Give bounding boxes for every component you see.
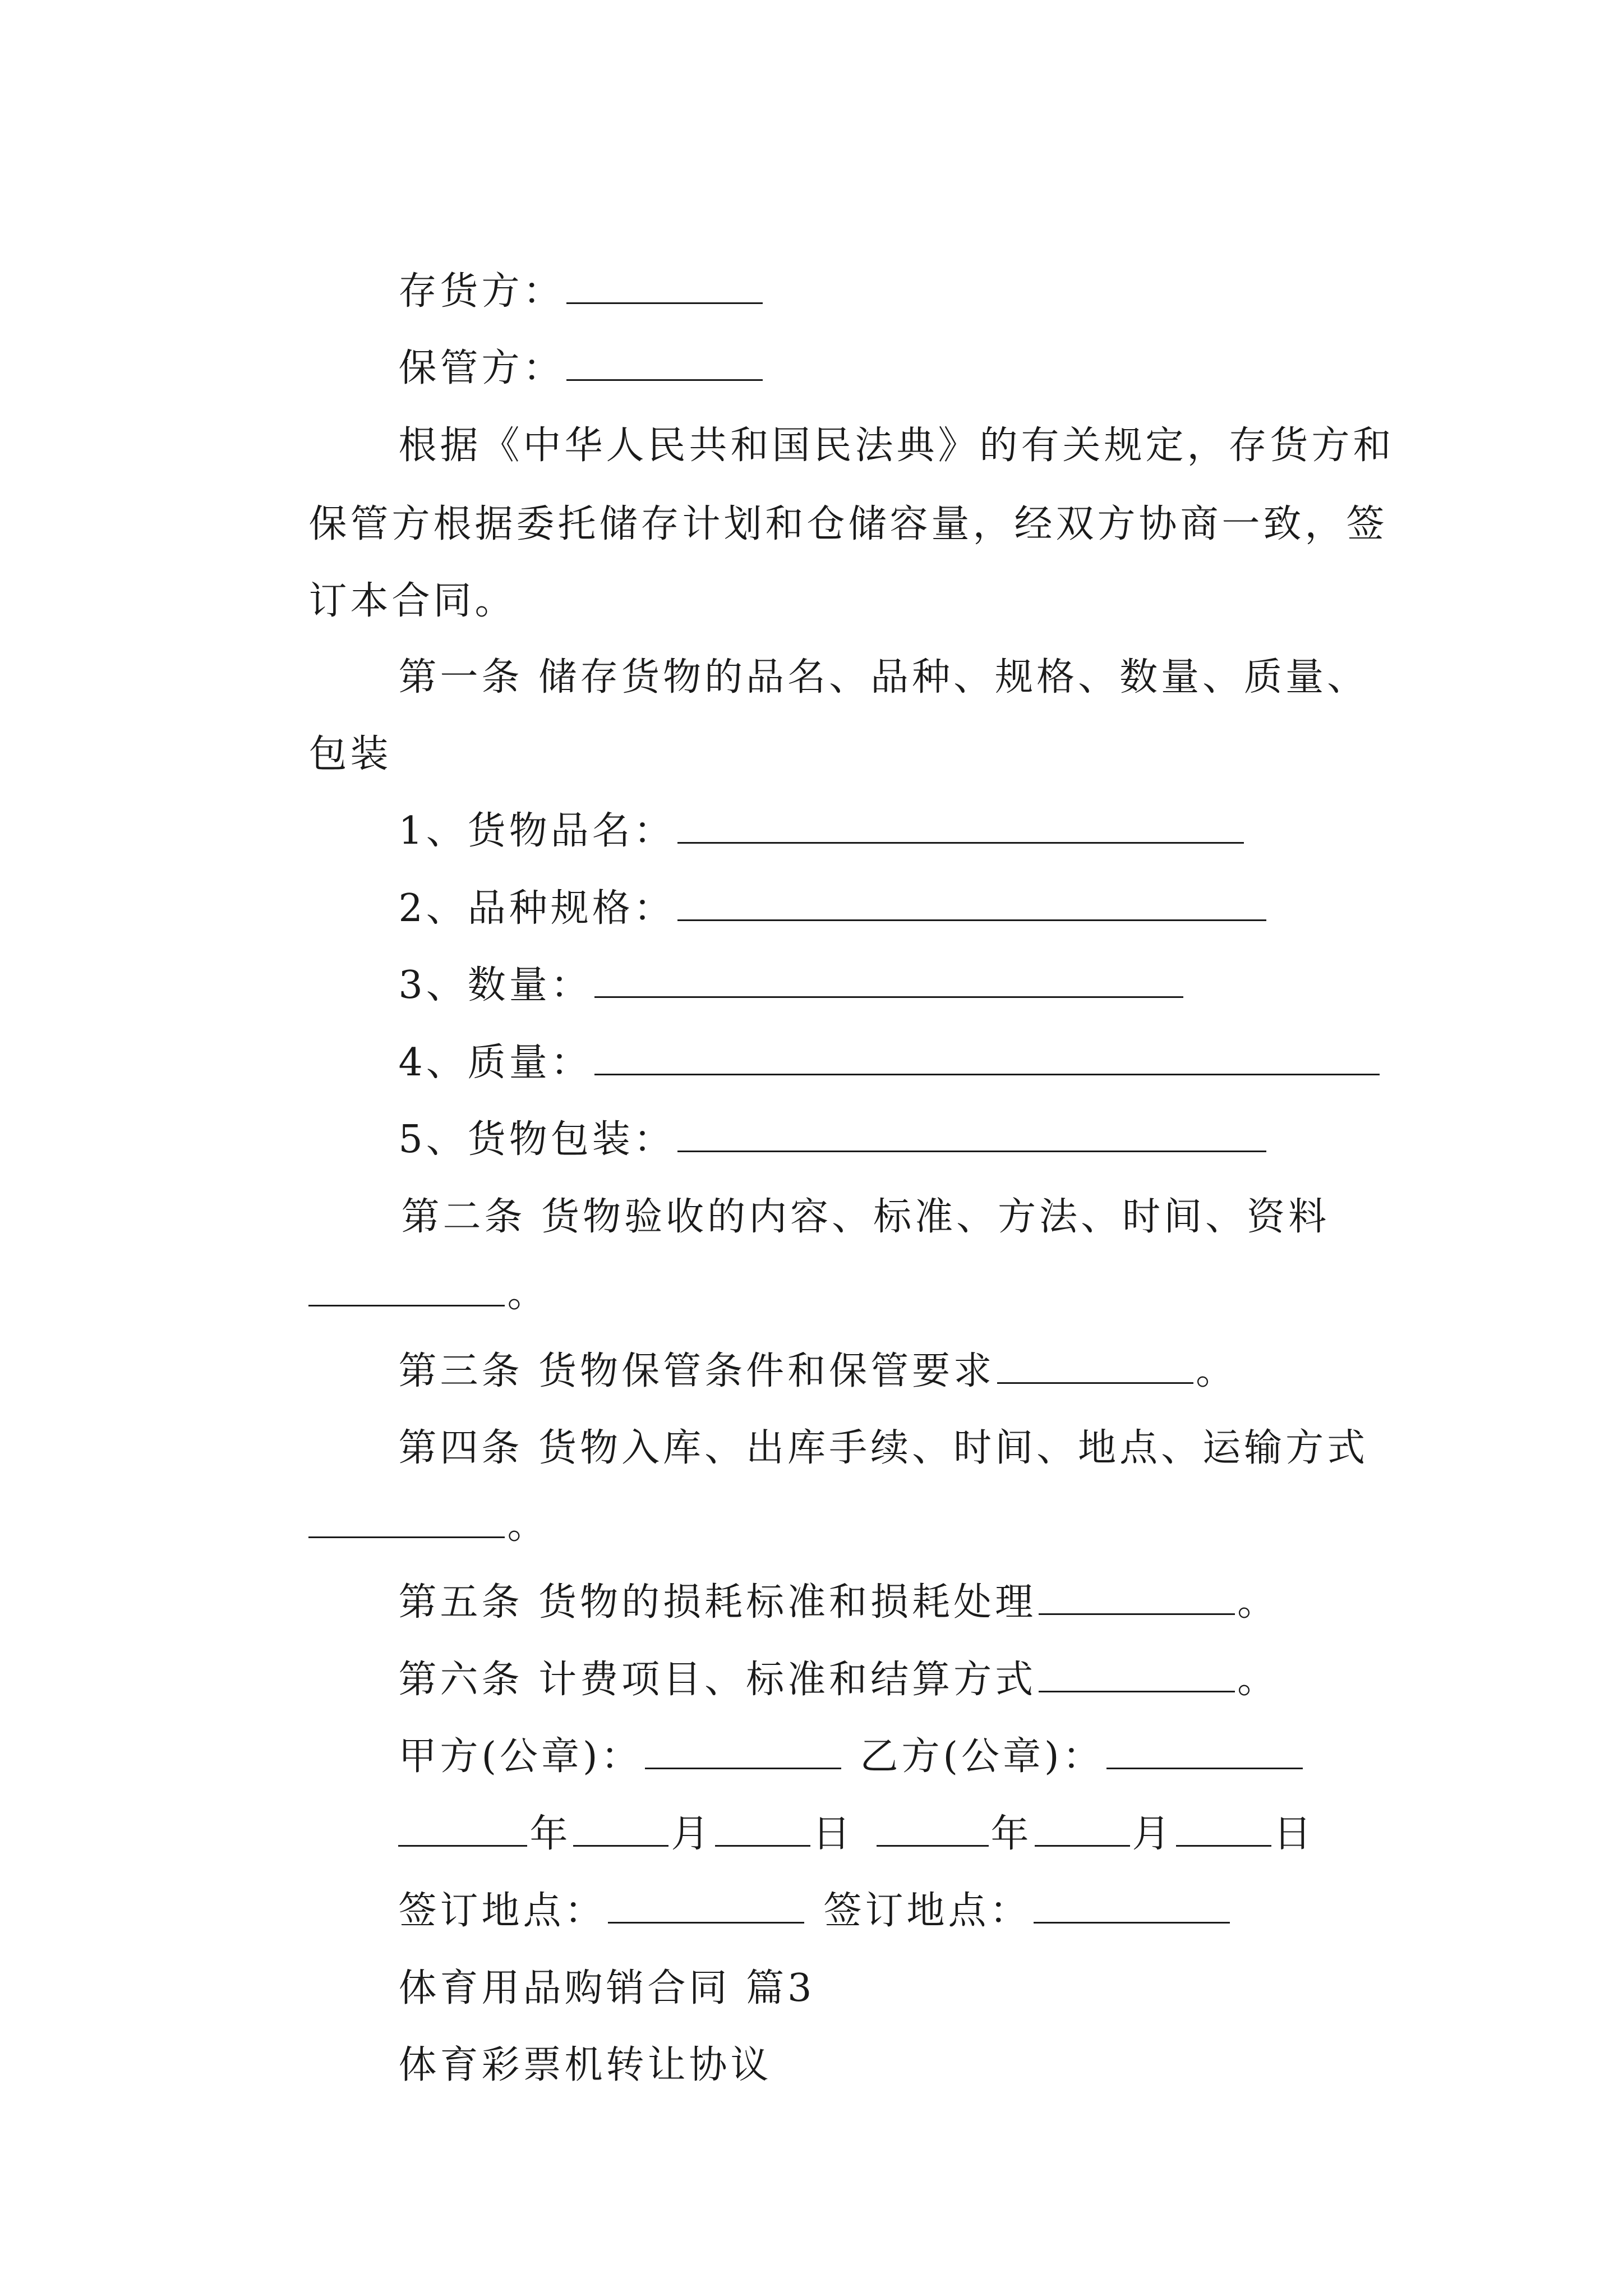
- article-4-period: 。: [507, 1503, 549, 1548]
- item-3-line: [0, 910, 1623, 1007]
- section-3-line: [0, 1913, 1623, 2010]
- article-3-line: [0, 1296, 1623, 1393]
- sign-place-line: [0, 1835, 1623, 1933]
- article-3-text: 第三条 货物保管条件和保管要求: [398, 1349, 995, 1393]
- sign-place-b-label: 签订地点：: [823, 1889, 1031, 1933]
- item-3-label: 3、数量：: [398, 963, 592, 1007]
- item-1-label: 1、货物品名：: [398, 809, 675, 853]
- article-2-line-1: [0, 1142, 1623, 1239]
- intro-text-1: 根据《中华人民共和国民法典》的有关规定，存货方和: [398, 424, 1395, 468]
- depositor-line: [0, 216, 1623, 314]
- article-1-text-1: 第一条 储存货物的品名、品种、规格、数量、质量、: [398, 655, 1369, 700]
- intro-line-2: [0, 449, 1623, 546]
- depositor-label: 存货方：: [398, 269, 565, 314]
- lottery-line: [0, 1990, 1623, 2087]
- article-2-text: 第二条 货物验收的内容、标准、方法、时间、资料: [401, 1195, 1330, 1239]
- article-4-line-2: [0, 1450, 1623, 1548]
- lottery-agreement-title: 体育彩票机转让协议: [398, 2043, 772, 2087]
- date-b-month-label: 月: [1132, 1812, 1174, 1856]
- item-5-line: [0, 1064, 1623, 1162]
- article-5-text: 第五条 货物的损耗标准和损耗处理: [398, 1580, 1037, 1625]
- article-2-period: 。: [507, 1272, 549, 1316]
- article-6-line: [0, 1604, 1623, 1702]
- intro-text-2: 保管方根据委托储存计划和仓储容量，经双方协商一致，签: [308, 502, 1388, 546]
- party-b-label: 乙方(公章)：: [860, 1734, 1104, 1779]
- date-b-day-label: 日: [1273, 1812, 1315, 1856]
- party-a-label: 甲方(公章)：: [398, 1734, 643, 1779]
- article-6-period: 。: [1237, 1658, 1279, 1702]
- article-5-line: [0, 1527, 1623, 1625]
- date-a-day-label: 日: [812, 1812, 854, 1856]
- article-1-line-1: [0, 602, 1623, 700]
- intro-text-3: 订本合同。: [308, 579, 517, 623]
- date-a-year-label: 年: [529, 1812, 571, 1856]
- article-1-text-2: 包装: [308, 732, 392, 776]
- date-a-month-label: 月: [671, 1812, 713, 1856]
- article-6-text: 第六条 计费项目、标准和结算方式: [398, 1658, 1037, 1702]
- item-2-line: [0, 833, 1623, 931]
- intro-line-3: [0, 526, 1623, 623]
- article-4-line-1: [0, 1373, 1623, 1470]
- item-4-line: [0, 987, 1623, 1085]
- article-5-period: 。: [1237, 1580, 1279, 1625]
- date-line: [0, 1759, 1623, 1856]
- article-3-period: 。: [1196, 1349, 1238, 1393]
- article-4-text: 第四条 货物入库、出库手续、时间、地点、运输方式: [398, 1426, 1369, 1470]
- item-5-label: 5、货物包装：: [398, 1117, 675, 1162]
- party-seal-line: [0, 1681, 1623, 1779]
- section-3-heading: 体育用品购销合同 篇3: [398, 1966, 815, 2010]
- article-2-line-2: [0, 1218, 1623, 1316]
- item-4-label: 4、质量：: [398, 1041, 592, 1085]
- sign-place-a-label: 签订地点：: [398, 1889, 606, 1933]
- custodian-line: [0, 293, 1623, 390]
- intro-line-1: [0, 370, 1623, 468]
- date-b-year-label: 年: [990, 1812, 1032, 1856]
- article-1-line-2: [0, 679, 1623, 776]
- item-2-label: 2、品种规格：: [398, 886, 675, 931]
- custodian-label: 保管方：: [398, 346, 565, 390]
- item-1-line: [0, 756, 1623, 853]
